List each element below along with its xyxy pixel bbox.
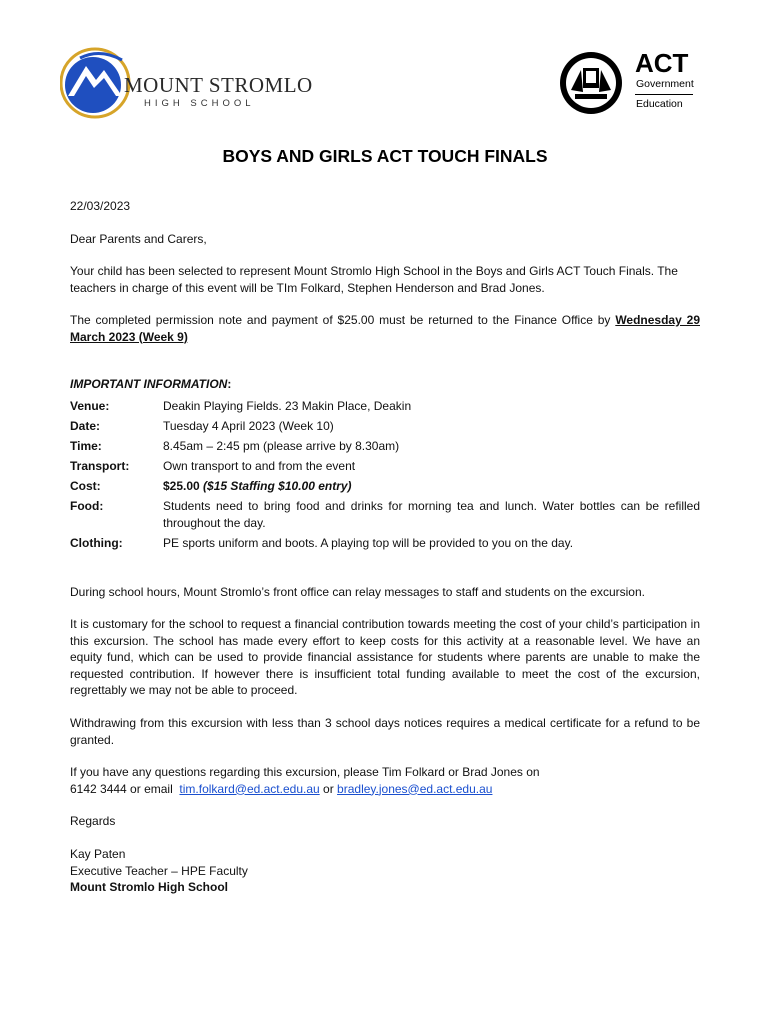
permission-text: The completed permission note and payment of $25.00 must be returned to the Finance Office by <box>70 313 611 327</box>
withdraw-paragraph: Withdrawing from this excursion with less than 3 school days notices requires a medical certificate for a refund to be granted. <box>70 716 700 747</box>
signature-name: Kay Paten <box>70 847 126 861</box>
closing: Regards <box>70 814 116 828</box>
clothing-value: PE sports uniform and boots. A playing top will be provided to you on the day. <box>163 535 574 550</box>
cost-value <box>163 478 700 495</box>
transport-value: Own transport to and from the event <box>163 459 356 473</box>
school-name: MOUNT STROMLO <box>124 73 313 97</box>
intro-paragraph: Your child has been selected to represent Mount Stromlo High School in the Boys and Girls ACT Touch Finals. The teachers in charge of this event will be TIm Folkard, Stephen Henderson and Brad Jones. <box>70 264 678 295</box>
permission-deadline: Wednesday 29 March 2023 (Week 9) <box>70 313 700 344</box>
cost-amount: $25.00 <box>163 479 200 493</box>
time-label: Time: <box>70 439 102 453</box>
letter-date: 22/03/2023 <box>70 199 131 213</box>
signature-school: Mount Stromlo High School <box>70 880 228 894</box>
info-row-cost <box>70 478 700 495</box>
salutation: Dear Parents and Carers, <box>70 232 207 246</box>
info-row-transport <box>70 458 700 475</box>
contact-or: or <box>323 781 334 796</box>
event-info-table <box>70 398 700 555</box>
date-label: Date: <box>70 419 101 433</box>
transport-label: Transport: <box>70 459 130 473</box>
education-label: Education <box>636 98 683 110</box>
email-link-jones[interactable]: bradley.jones@ed.act.edu.au <box>337 781 493 796</box>
signature-block <box>70 846 700 896</box>
cost-label: Cost: <box>70 479 101 493</box>
school-logo <box>60 38 320 128</box>
venue-label: Venue: <box>70 399 110 413</box>
info-row-venue <box>70 398 700 415</box>
signature-role: Executive Teacher – HPE Faculty <box>70 863 248 878</box>
contact-phone-text: 6142 3444 or email <box>70 781 173 796</box>
info-row-food <box>70 498 700 531</box>
important-heading <box>70 376 700 393</box>
important-heading-text: IMPORTANT INFORMATION <box>70 377 228 391</box>
contribution-paragraph: It is customary for the school to request a financial contribution towards meeting the cost of your child’s participation in this excursion. The school has made every effort to keep costs for this activity at a reasonable level. We have an equity fund, which can be used to provide financial assistance for students where parents are unable to make the requested contribution. If however there is insufficient total funding available to meet the cost of the excursion, regrettably we may not be able to proceed. <box>70 617 700 697</box>
clothing-label: Clothing: <box>70 535 123 550</box>
venue-value: Deakin Playing Fields. 23 Makin Place, Deakin <box>163 399 412 413</box>
logo-divider <box>635 94 693 95</box>
important-heading-colon: : <box>227 377 232 391</box>
letter-title: BOYS AND GIRLS ACT TOUCH FINALS <box>222 146 548 166</box>
cost-detail: ($15 Staffing $10.00 entry) <box>203 479 352 493</box>
info-row-time <box>70 438 700 455</box>
government-label: Government <box>636 78 694 90</box>
contact-paragraph <box>70 764 700 797</box>
act-government-logo <box>557 50 717 116</box>
info-row-clothing <box>70 535 700 552</box>
act-wordmark: ACT <box>635 48 689 78</box>
permission-paragraph <box>70 312 700 345</box>
email-link-folkard[interactable]: tim.folkard@ed.act.edu.au <box>179 781 320 796</box>
office-paragraph: During school hours, Mount Stromlo’s front office can relay messages to staff and students on the excursion. <box>70 585 645 599</box>
school-subtitle: HIGH SCHOOL <box>144 98 255 109</box>
contact-line-1: If you have any questions regarding this excursion, please Tim Folkard or Brad Jones on <box>70 765 540 779</box>
date-value: Tuesday 4 April 2023 (Week 10) <box>163 419 334 433</box>
coat-of-arms-icon <box>557 50 629 116</box>
food-label: Food: <box>70 499 104 513</box>
info-row-date <box>70 418 700 435</box>
contact-line-2 <box>70 781 700 798</box>
food-value: Students need to bring food and drinks for morning tea and lunch. Water bottles can be refilled throughout the day. <box>163 499 700 530</box>
time-value: 8.45am – 2:45 pm (please arrive by 8.30am) <box>163 439 400 453</box>
